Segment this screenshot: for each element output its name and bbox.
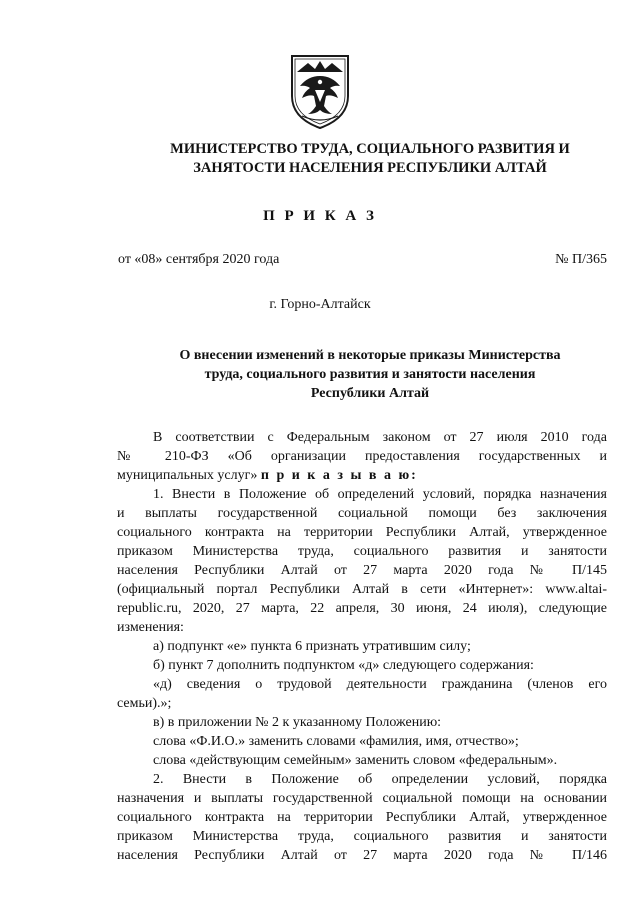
order-body [117, 428, 607, 865]
altai-coat-of-arms-icon [288, 52, 352, 130]
body-line: (официальный портал Республики Алтай в сети «Интернет»: www.altai- [117, 582, 607, 597]
subject-line-3: Республики Алтай [310, 386, 430, 401]
body-line: семьи).»; [117, 696, 172, 711]
body-line: № 210-ФЗ «Об организации предоставления государственных и [117, 449, 607, 464]
body-line [117, 466, 607, 485]
ministry-line-1: МИНИСТЕРСТВО ТРУДА, СОЦИАЛЬНОГО РАЗВИТИЯ И [170, 141, 570, 157]
order-number: № П/365 [555, 252, 607, 267]
body-line: назначения и выплаты государственной социальной помощи на основании [117, 791, 607, 806]
document-type: П Р И К А З [263, 208, 377, 224]
body-line: социального контракта на территории Республики Алтай, утвержденное [117, 525, 607, 540]
body-line: 1. Внести в Положение об определений условий, порядка назначения [153, 487, 607, 502]
body-line: и выплаты государственной социальной помощи без заключения [117, 506, 607, 521]
subject-line-1: О внесении изменений в некоторые приказы Министерства [179, 348, 561, 363]
order-subject [160, 346, 580, 403]
city: г. Горно-Алтайск [269, 297, 371, 312]
body-line: «д) сведения о трудовой деятельности гражданина (членов его [153, 677, 607, 692]
body-text-fragment: муниципальных услуг» [117, 468, 258, 483]
ministry-name [100, 140, 640, 178]
body-line: в) в приложении № 2 к указанному Положению: [153, 715, 442, 730]
body-line: б) пункт 7 дополнить подпунктом «д» следующего содержания: [153, 658, 534, 673]
body-line: republic.ru, 2020, 27 марта, 22 апреля, 30 июня, 24 июля), следующие [117, 601, 607, 616]
body-line: В соответствии с Федеральным законом от 27 июля 2010 года [153, 430, 607, 445]
order-directive: п р и к а з ы в а ю: [260, 468, 418, 483]
ministry-line-2: ЗАНЯТОСТИ НАСЕЛЕНИЯ РЕСПУБЛИКИ АЛТАЙ [193, 160, 547, 176]
body-line: приказом Министерства труда, социального развития и занятости [117, 544, 607, 559]
body-line: населения Республики Алтай от 27 марта 2020 года № П/146 [117, 848, 607, 863]
body-line: приказом Министерства труда, социального развития и занятости [117, 829, 607, 844]
subject-line-2: труда, социального развития и занятости населения [204, 367, 536, 382]
body-line: населения Республики Алтай от 27 марта 2020 года № П/145 [117, 563, 607, 578]
body-line: изменения: [117, 620, 184, 635]
order-date: от «08» сентября 2020 года [118, 252, 280, 267]
body-line: слова «Ф.И.О.» заменить словами «фамилия, имя, отчество»; [153, 734, 519, 749]
body-line: а) подпункт «е» пункта 6 признать утратившим силу; [153, 639, 471, 654]
body-line: 2. Внести в Положение об определении условий, порядка [153, 772, 607, 787]
body-line: слова «действующим семейным» заменить словом «федеральным». [153, 753, 558, 768]
body-line: социального контракта на территории Республики Алтай, утвержденное [117, 810, 607, 825]
coat-of-arms [288, 52, 352, 130]
